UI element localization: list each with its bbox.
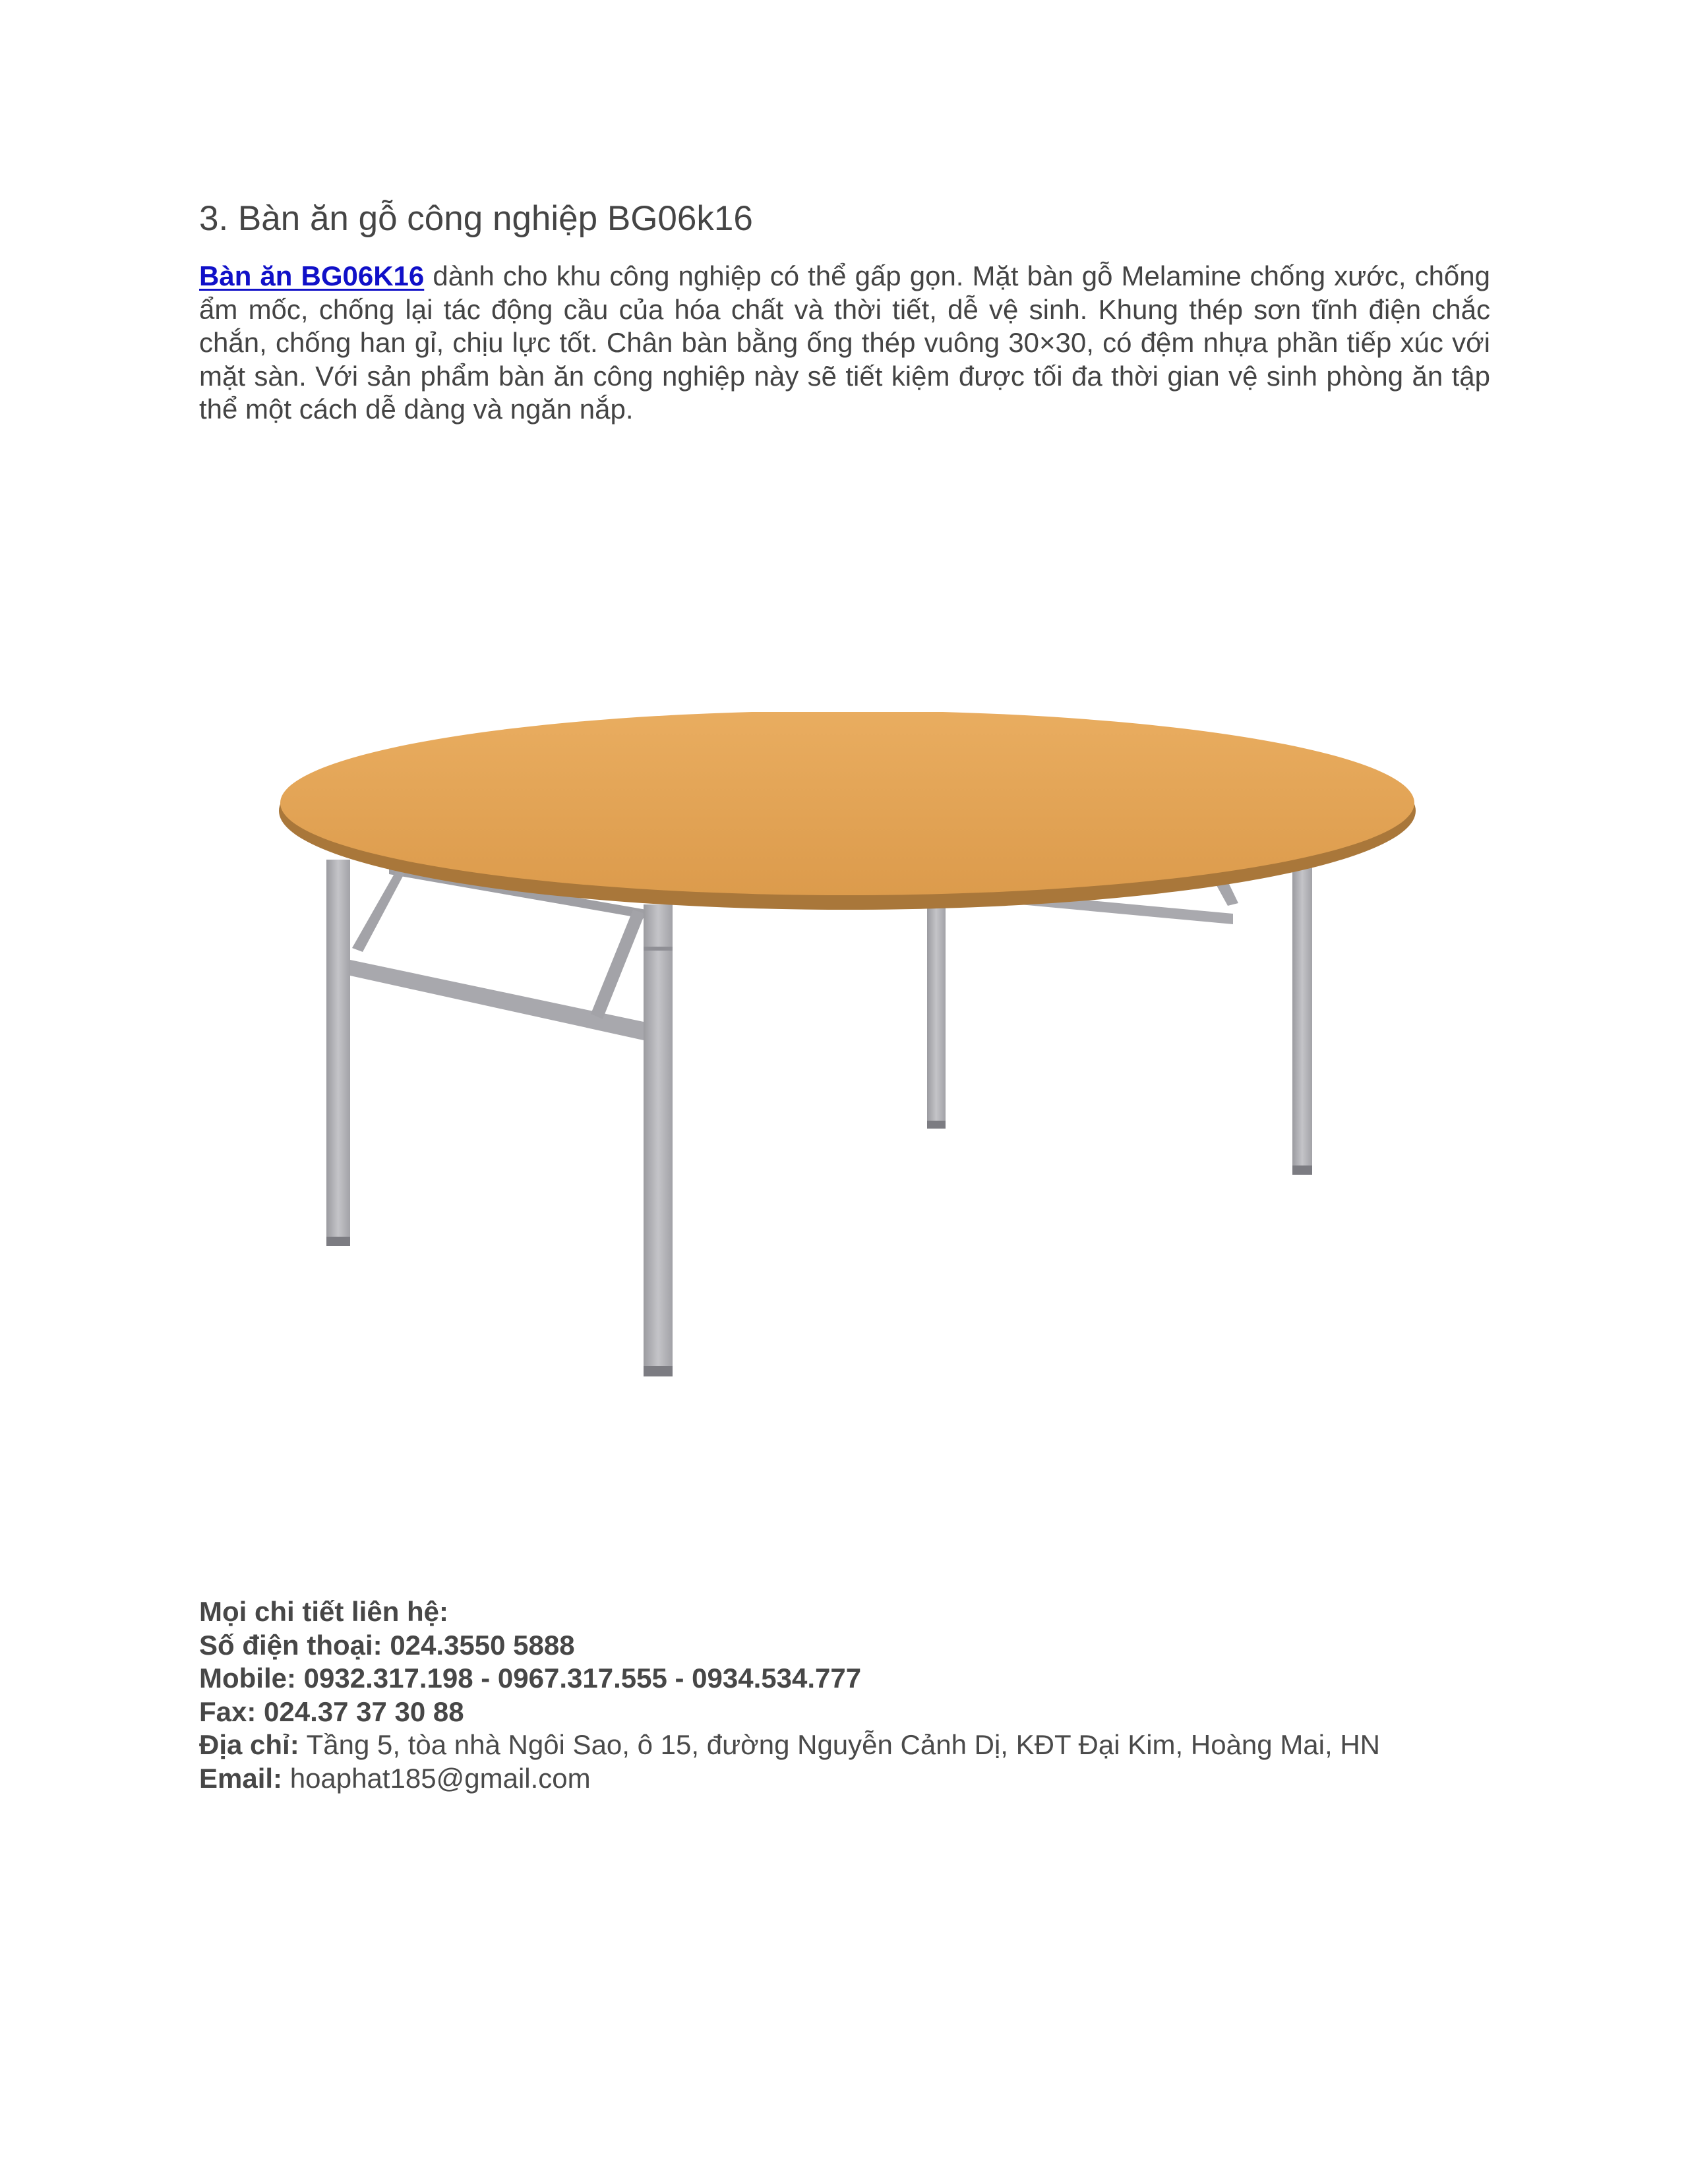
right-leg [1292, 858, 1312, 1172]
left-folding-brace-1 [352, 868, 407, 952]
left-leg [326, 860, 350, 1242]
product-link[interactable]: Bàn ăn BG06K16 [199, 260, 425, 291]
contact-email [199, 1762, 1584, 1796]
front-leg-foot [644, 1366, 673, 1376]
contact-mobile: Mobile: 0932.317.198 - 0967.317.555 - 0934.534.777 [199, 1663, 862, 1694]
back-leg-foot [927, 1121, 946, 1129]
contact-phone: Số điện thoại: 024.3550 5888 [199, 1629, 575, 1661]
email-value: hoaphat185@gmail.com [282, 1762, 591, 1794]
left-leg-foot [326, 1237, 350, 1246]
address-label: Địa chỉ: [199, 1729, 299, 1760]
product-image [264, 712, 1437, 1411]
contact-title: Mọi chi tiết liên hệ: [199, 1596, 449, 1627]
tabletop [280, 712, 1414, 895]
front-leg-joint [644, 947, 673, 951]
description-text: dành cho khu công nghiệp có thể gấp gọn. Mặt bàn gỗ Melamine chống xước, chống ẩm mốc, chống lại tác động cầu của hóa chất và thời tiết, dễ vệ sinh. Khung thép sơn tĩnh điện chắc chắn, chống han gỉ, chịu lực tốt. Chân bàn bằng ống thép vuông 30×30, có đệm nhựa phần tiếp xúc với mặt sàn. Với sản phẩm bàn ăn công nghiệp này sẽ tiết kiệm được tối đa thời gian vệ sinh phòng ăn tập thể một cách dễ dàng và ngăn nắp. [199, 260, 1490, 425]
section-heading: 3. Bàn ăn gỗ công nghiệp BG06k16 [199, 199, 753, 238]
back-leg [927, 890, 946, 1127]
right-leg-foot [1292, 1166, 1312, 1175]
contact-block [199, 1595, 1584, 1795]
left-folding-brace-2 [591, 910, 645, 1019]
front-leg [644, 904, 673, 1372]
table-illustration [264, 712, 1437, 1411]
contact-address [199, 1728, 1584, 1762]
email-label: Email: [199, 1762, 283, 1794]
contact-fax: Fax: 024.37 37 30 88 [199, 1696, 464, 1727]
address-value: Tầng 5, tòa nhà Ngôi Sao, ô 15, đường Nguyễn Cảnh Dị, KĐT Đại Kim, Hoàng Mai, HN [299, 1729, 1380, 1760]
product-description [199, 260, 1490, 427]
